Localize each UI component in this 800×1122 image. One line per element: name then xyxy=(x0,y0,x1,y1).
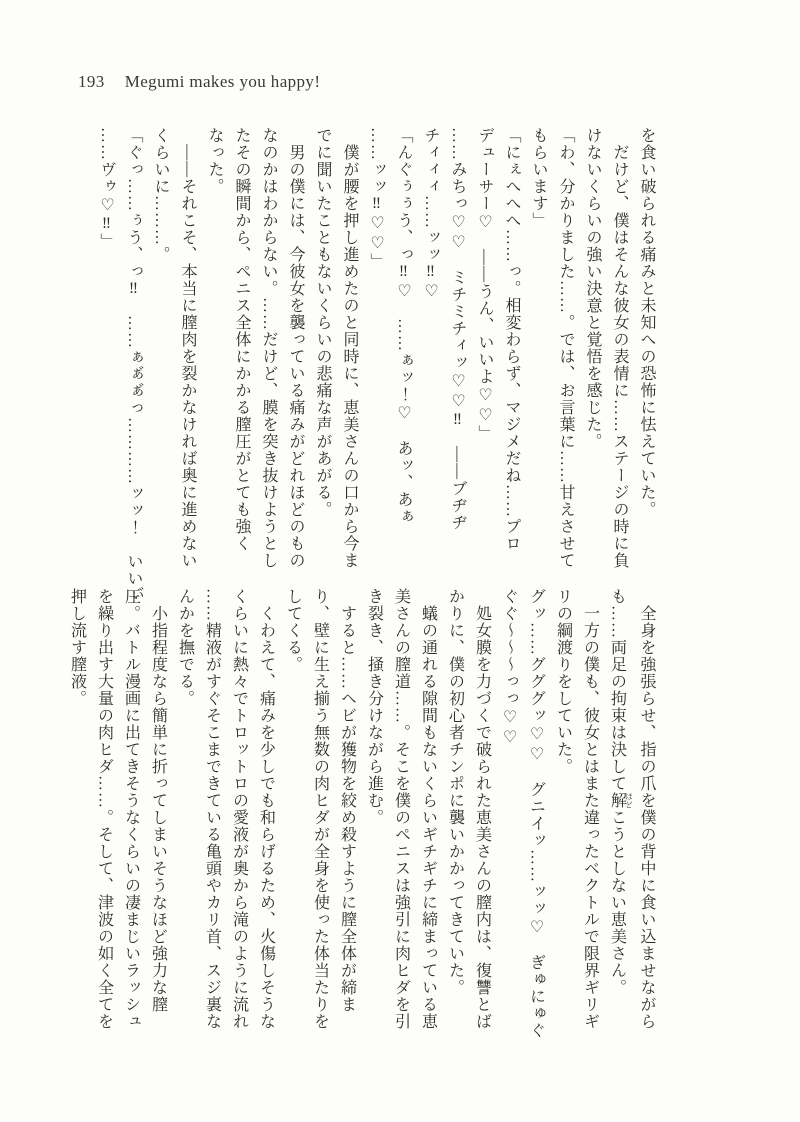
text-line: してくる。 xyxy=(284,588,302,673)
text-line: 美さんの膣道……。そこを僕のペニスは強引に肉ヒダを引 xyxy=(392,588,410,1030)
text-line: かりに、僕の初心者チンポに襲いかかってきていた。 xyxy=(446,588,464,996)
text-line: 処女膜を力づくで破られた恵美さんの膣内は、復讐とば xyxy=(473,605,491,1030)
text-line: グッ……グググッ♡♡ グニイッ……ッッ♡ ぎゅにゅぐ xyxy=(527,588,545,1039)
text-block-top xyxy=(93,127,660,604)
text-line: でに聞いたこともないくらいの悲痛な声があがる。 xyxy=(314,127,331,518)
text-line: ……みちっ♡♡ ミチミチィッ♡♡‼ ――ブヂヂ xyxy=(449,127,466,531)
text-line: なった。 xyxy=(206,127,223,195)
text-line: 「んぐぅぅう、っ‼♡ ……ぁッ！♡ あッ、あぁ xyxy=(395,127,412,525)
text-line: 「ぐっ……ぅう、っ‼ ……ぁぁ゙ぁ゙っ…………ッッ！ いいぃ゙ xyxy=(125,127,142,604)
text-line: 「にぇへへへ……っ。相変わらず、マジメだね……プロ xyxy=(503,127,520,552)
text-line: すると……ヘビが獲物を絞め殺すように膣全体が締ま xyxy=(338,605,356,1013)
text-line: くわえて、痛みを少しでも和らげるため、火傷しそうな xyxy=(257,605,275,1030)
text-line: だけど、僕はそんな彼女の表情に……ステージの時に負 xyxy=(611,144,628,569)
running-title: Megumi makes you happy! xyxy=(124,72,321,91)
text-line: ……精液がすぐそこまできている亀頭やカリ首、スジ裏な xyxy=(203,588,221,1030)
text-line: くらいに熱々でトロットロの愛液が奥から滝のように流れ xyxy=(230,588,248,1030)
text-line: ――それこそ、本当に膣肉を裂かなければ奥に進めない xyxy=(179,144,196,569)
text-line: くらいに………。 xyxy=(152,127,169,263)
text-line: ぐぐ～～～っっ♡♡ xyxy=(500,588,518,747)
text-line: 押し流す膣液。 xyxy=(68,588,86,707)
text-block-bottom xyxy=(64,588,661,1044)
text-line: き裂き、掻き分けながら進む。 xyxy=(365,588,383,826)
text-line: も……両足の拘束は決して解 ほどこうとしない恵美さん。 xyxy=(608,588,634,996)
text-line: 「わ、分かりました……。では、お言葉に……甘えさせて xyxy=(557,127,574,569)
ruby-annotation: 解 ほど xyxy=(608,792,634,809)
text-line: 僕が腰を押し進めたのと同時に、恵美さんの口から今ま xyxy=(341,144,358,569)
page-header xyxy=(78,72,320,92)
text-line: を食い破られる痛みと未知への恐怖に怯えていた。 xyxy=(638,127,655,518)
text-line: けないくらいの強い決意と覚悟を感じた。 xyxy=(584,127,601,450)
text-line: たその瞬間から、ペニス全体にかかる膣圧がとても強く xyxy=(233,127,250,552)
text-line: 一方の僕も、彼女とはまた違ったベクトルで限界ギリギ xyxy=(581,605,599,1030)
text-line: デューサー♡ ――うん、いいよ♡♡」 xyxy=(476,127,493,442)
text-line: チィィィ……ッッ‼♡ xyxy=(422,127,439,301)
text-line: を繰り出す大量の肉ヒダ……。そして、津波の如く全てを xyxy=(95,588,113,1030)
text-line: なのかはわからない。……だけど、膜を突き抜けようとし xyxy=(260,127,277,569)
text-line: 圧。バトル漫画に出てきそうなくらいの凄まじいラッシュ xyxy=(122,588,140,1030)
text-line: もらいます」 xyxy=(530,127,547,229)
text-line: リの綱渡りをしていた。 xyxy=(554,588,572,775)
text-line: 小指程度なら簡単に折ってしまいそうなほど強力な膣 xyxy=(149,605,167,1013)
text-line: ……ッッ‼♡♡」 xyxy=(368,127,385,270)
page-number: 193 xyxy=(78,72,105,91)
text-line: 蟻の通れる隙間もないくらいギチギチに締まっている恵 xyxy=(419,605,437,1030)
text-line: 全身を強張らせ、指の爪を僕の背中に食い込ませながら xyxy=(638,605,655,1030)
text-line: 男の僕には、今彼女を襲っている痛みがどれほどのもの xyxy=(287,144,304,569)
text-line: ……ヴゥ♡‼」 xyxy=(98,127,115,250)
text-line: り、壁に生え揃う無数の肉ヒダが全身を使った体当たりを xyxy=(311,588,329,1030)
text-line: んかを撫でる。 xyxy=(176,588,194,707)
